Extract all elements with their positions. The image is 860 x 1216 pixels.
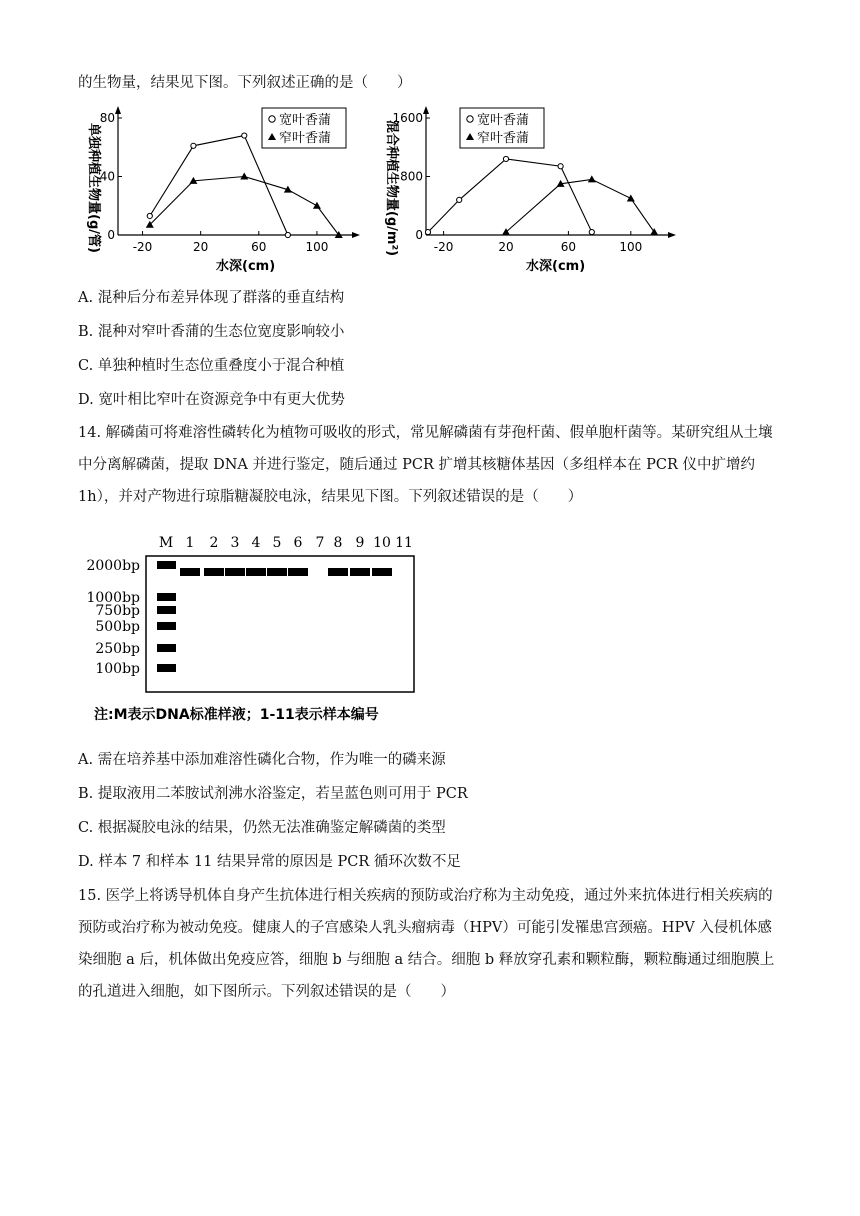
chart1-xtick-label: 100 xyxy=(305,240,329,254)
gel-lane-label: 11 xyxy=(395,535,413,551)
gel-sample-band xyxy=(246,568,266,576)
gel-lane-label: 3 xyxy=(230,535,240,551)
gel-marker-band xyxy=(157,561,176,569)
gel-lane-label: 9 xyxy=(355,535,365,551)
gel-lane-label: 8 xyxy=(333,535,343,551)
q14-option-a: A. 需在培养基中添加难溶性磷化合物，作为唯一的磷来源 xyxy=(78,752,446,768)
chart2-ytick-label: 0 xyxy=(415,228,423,242)
chart1-xlabel: 水深(cm) xyxy=(216,259,276,274)
gel-sample-band xyxy=(328,568,348,576)
chart1-xtick-label: -20 xyxy=(132,240,153,254)
chart2-point-triangle xyxy=(588,175,596,182)
q14-option-c: C. 根据凝胶电泳的结果，仍然无法准确鉴定解磷菌的类型 xyxy=(78,820,446,836)
chart2-xtick-label: 100 xyxy=(619,240,643,254)
gel-sample-band xyxy=(288,568,308,576)
q13-option-c: C. 单独种植时生态位重叠度小于混合种植 xyxy=(78,358,345,374)
chart1-ytick-label: 40 xyxy=(99,169,115,184)
gel-marker-band xyxy=(157,606,176,614)
gel-lane-label: 7 xyxy=(315,535,325,551)
chart2-series-0-line xyxy=(428,159,592,232)
chart2-xtick-label: 20 xyxy=(498,240,514,254)
chart1-xtick-label: 60 xyxy=(251,240,267,254)
chart1-series-1-line xyxy=(150,177,339,236)
gel-marker-band xyxy=(157,644,176,652)
gel-sample-band xyxy=(225,568,245,576)
single-planting-chart xyxy=(76,100,362,280)
chart1-point-circle xyxy=(147,213,152,218)
gel-lane-label: 6 xyxy=(293,535,303,551)
gel-marker-label: 750bp xyxy=(95,603,140,619)
chart1-ytick-label: 0 xyxy=(107,228,115,242)
chart1-legend-wide: 宽叶香蒲 xyxy=(279,113,332,128)
gel-marker-band xyxy=(157,664,176,672)
gel-sample-band xyxy=(267,568,287,576)
chart2-series-1-line xyxy=(506,179,654,232)
chart2-xlabel: 水深(cm) xyxy=(526,259,586,274)
chart2-point-triangle xyxy=(650,228,658,235)
chart2-ylabel: 混合种植生物量(g/m²) xyxy=(384,119,399,257)
chart2-point-circle xyxy=(425,229,430,234)
gel-lane-label: 10 xyxy=(373,535,391,551)
mixed-planting-chart xyxy=(378,100,678,280)
chart2-legend-narrow: 窄叶香蒲 xyxy=(477,131,530,146)
gel-marker-label: 2000bp xyxy=(86,558,140,574)
gel-sample-band xyxy=(350,568,370,576)
chart2-ytick-label: 1600 xyxy=(392,111,423,125)
gel-sample-band xyxy=(180,568,200,576)
gel-marker-label: 250bp xyxy=(95,641,140,657)
gel-lane-label: 4 xyxy=(251,535,261,551)
intro-line: 的生物量，结果见下图。下列叙述正确的是（ ） xyxy=(78,75,412,91)
chart1-legend-narrow: 窄叶香蒲 xyxy=(279,131,332,146)
q15-stem: 15. 医学上将诱导机体自身产生抗体进行相关疾病的预防或治疗称为主动免疫，通过外来抗体进行相关疾病的预防或治疗称为被动免疫。健康人的子宫感染人乳头瘤病毒（HPV）可能引发罹患宫颈癌。HPV 入侵机体感染细胞 a 后，机体做出免疫应答，细胞 b 与细胞 a 结合。细胞 b 释放穿孔素和颗粒酶，颗粒酶通过细胞膜上的孔道进入细胞，如下图所示。下列叙述错误的是（ ） xyxy=(78,888,775,1000)
gel-sample-band xyxy=(204,568,224,576)
gel-marker-band xyxy=(157,622,176,630)
chart1-point-triangle xyxy=(313,202,321,209)
gel-sample-band xyxy=(372,568,392,576)
chart2-xtick-label: 60 xyxy=(560,240,577,254)
q13-option-d: D. 宽叶相比窄叶在资源竞争中有更大优势 xyxy=(78,392,345,408)
q14-stem: 14. 解磷菌可将难溶性磷转化为植物可吸收的形式，常见解磷菌有芽孢杆菌、假单胞杆菌等。某研究组从土壤中分离解磷菌，提取 DNA 并进行鉴定，随后通过 PCR 扩增其核糖体基因（多组样本在 PCR 仪中扩增约 1h），并对产物进行琼脂糖凝胶电泳，结果见下图。下列叙述错误的是（ ） xyxy=(78,425,773,505)
chart1-ytick-label: 80 xyxy=(99,111,115,125)
chart2-point-circle xyxy=(503,156,508,161)
gel-marker-band xyxy=(157,593,176,601)
gel-lane-label: 1 xyxy=(185,535,195,551)
chart2-point-triangle xyxy=(627,194,635,201)
chart2-ytick-label: 800 xyxy=(400,169,423,184)
chart1-point-triangle xyxy=(240,173,248,180)
chart1-point-circle xyxy=(242,133,247,138)
q13-option-a: A. 混种后分布差异体现了群落的垂直结构 xyxy=(78,290,345,306)
chart1-ylabel: 单独种植生物量(g/管) xyxy=(86,123,101,253)
chart2-point-circle xyxy=(558,164,563,169)
chart2-legend-wide: 宽叶香蒲 xyxy=(477,113,530,128)
gel-note: 注:M表示DNA标准样液；1-11表示样本编号 xyxy=(94,707,379,723)
gel-lane-label: M xyxy=(158,535,174,551)
chart2-point-circle xyxy=(589,229,594,234)
chart2-point-circle xyxy=(457,197,462,202)
gel-electrophoresis-figure xyxy=(78,528,438,728)
gel-lane-label: 2 xyxy=(209,535,219,551)
q14-option-d: D. 样本 7 和样本 11 结果异常的原因是 PCR 循环次数不足 xyxy=(78,854,461,870)
gel-marker-label: 1000bp xyxy=(86,590,140,606)
chart2-xtick-label: -20 xyxy=(433,240,454,254)
gel-marker-label: 500bp xyxy=(95,619,140,635)
q13-option-b: B. 混种对窄叶香蒲的生态位宽度影响较小 xyxy=(78,324,345,340)
gel-marker-label: 100bp xyxy=(95,661,140,677)
q14-option-b: B. 提取液用二苯胺试剂沸水浴鉴定，若呈蓝色则可用于 PCR xyxy=(78,786,468,802)
chart1-point-circle xyxy=(285,232,290,237)
chart1-series-0-line xyxy=(150,136,288,235)
chart1-point-circle xyxy=(191,143,196,148)
gel-lane-label: 5 xyxy=(272,535,282,551)
chart1-xtick-label: 20 xyxy=(193,240,209,254)
